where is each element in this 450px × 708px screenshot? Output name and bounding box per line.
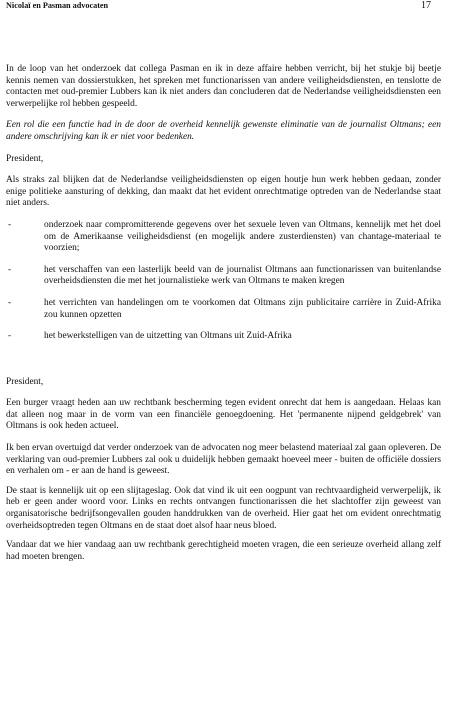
list-item <box>6 331 441 343</box>
list-item <box>6 298 441 321</box>
list-item-text: het verschaffen van een lasterlijk beeld van de journalist Oltmans aan functionarissen van buitenlandse overheidsdiensten die met het journalistieke werk van Oltmans te maken kregen <box>44 264 441 287</box>
paragraph-citizen: Een burger vraagt heden aan uw rechtbank bescherming tegen evident onrecht dat hem is aangedaan. Helaas kan dat alleen nog maar in de vorm van een financiële genoegdoening. Het 'permanente nijpend geldgebrek' van Oltmans is ook heden actueel. <box>6 398 441 432</box>
bullet-dash: - <box>8 297 12 308</box>
salutation-president-1: President, <box>6 153 44 164</box>
paragraph-attrition: De staat is kennelijk uit op een slijtageslag. Ook dat vind ik uit een oogpunt van rechtvaardigheid verwerpelijk, ik heb er geen ander woord voor. Links en rechts ontvangen functionarissen die het slachtoffer zijn geweest van organisatorische bedrijfsongevallen gouden handdrukken van de overheid. Hier gaat het om evident onrechtmatig overheidsoptreden tegen Oltmans en de staat doet alsof haar neus bloed. <box>6 485 441 531</box>
paragraph-investigation: In de loop van het onderzoek dat collega Pasman en ik in deze affaire hebben verricht, bij het stukje bij beetje kennis nemen van dossierstukken, het spreken met functionarissen van andere veiligheidsdiensten, en tenslotte de contacten met oud-premier Lubbers kan ik niet anders dan concluderen dat de Nederlandse veiligheidsdiensten een verwerpelijke rol hebben gespeeld. <box>6 64 441 109</box>
bullet-dash: - <box>8 264 12 275</box>
running-head: Nicolaï en Pasman advocaten <box>6 1 109 10</box>
paragraph-further-research: Ik ben ervan overtuigd dat verder onderzoek van de advocaten nog meer belastend materiaal zal gaan opleveren. De verklaring van oud-premier Lubbers zal ook u duidelijk hebben gemaakt hoeveel meer - buiten de officiële dossiers en verhalen om - er aan de hand is geweest. <box>6 443 441 477</box>
paragraph-elimination: Een rol die een functie had in de door de overheid kennelijk gewenste eliminatie van de journalist Oltmans; een andere omschrijving kan ik er niet voor bedenken. <box>6 120 441 142</box>
bullet-dash: - <box>8 331 12 342</box>
list-item-text: het verrichten van handelingen om te voorkomen dat Oltmans zijn publicitaire carrière in Zuid-Afrika zou kunnen opzetten <box>44 297 441 320</box>
list-item <box>6 265 441 288</box>
page-number: 17 <box>421 0 431 11</box>
page-header <box>6 0 441 14</box>
list-item-text: het bewerkstelligen van de uitzetting van Oltmans uit Zuid-Afrika <box>44 331 292 342</box>
salutation-president-2: President, <box>6 376 44 387</box>
bullet-list <box>6 220 441 343</box>
list-item-text: onderzoek naar compromitterende gegevens over het sexuele leven van Oltmans, kennelijk met het doel om de Amerikaanse veiligheidsdienst (en mogelijk andere zusterdiensten) van chantage-materiaal te voorzien; <box>44 219 441 254</box>
paragraph-justice: Vandaar dat we hier vandaag aan uw rechtbank gerechtigheid moeten vragen, die een serieuze overheid allang zelf had moeten brengen. <box>6 540 441 562</box>
paragraph-security-services: Als straks zal blijken dat de Nederlandse veiligheidsdiensten op eigen houtje hun werk hebben gedaan, zonder enige politieke aansturing of dekking, dan maakt dat het evident onrechtmatige optreden van de Nederlandse staat niet anders. <box>6 175 441 209</box>
list-item <box>6 220 441 255</box>
bullet-dash: - <box>8 219 12 230</box>
